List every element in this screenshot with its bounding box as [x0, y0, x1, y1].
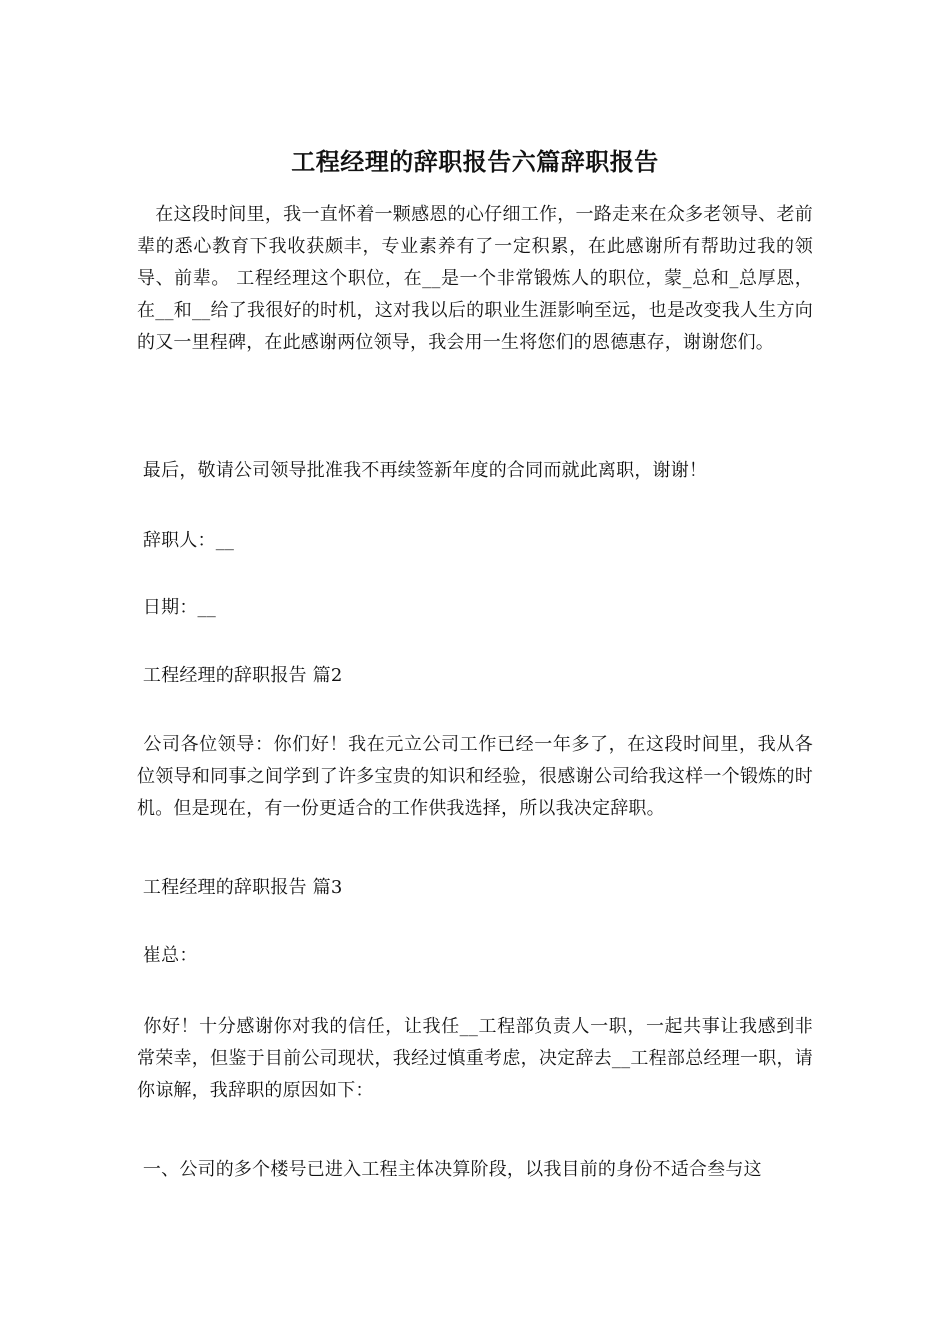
- section-heading-3: 工程经理的辞职报告 篇3: [137, 877, 343, 898]
- paragraph-gratitude: 在这段时间里，我一直怀着一颗感恩的心仔细工作，一路走来在众多老领导、老前辈的悉心教育下我收获颇丰，专业素养有了一定积累，在此感谢所有帮助过我的领导、前辈。 工程经理这个职位，在__是一个非常锻炼人的职位，蒙_总和_总厚恩，在__和__给了我很好的时机，这对我以后的职业生涯影响至远，也是改变我人生方向的又一里程碑，在此感谢两位领导，我会用一生将您们的恩德惠存，谢谢您们。: [137, 204, 813, 353]
- paragraph-reason-1: 一、公司的多个楼号已进入工程主体决算阶段，以我目前的身份不适合叁与这: [137, 1159, 762, 1180]
- section-heading-2: 工程经理的辞职报告 篇2: [137, 665, 343, 686]
- paragraph-closing-request: 最后，敬请公司领导批准我不再续签新年度的合同而就此离职，谢谢！: [137, 460, 708, 481]
- paragraph-section-2: 公司各位领导：你们好！我在元立公司工作已经一年多了，在这段时间里，我从各位领导和同事之间学到了许多宝贵的知识和经验，很感谢公司给我这样一个锻炼的时机。但是现在，有一份更适合的工作供我选择，所以我决定辞职。: [137, 734, 814, 819]
- paragraph-section-3-intro: 你好！十分感谢你对我的信任，让我任__工程部负责人一职，一起共事让我感到非常荣幸，但鉴于目前公司现状，我经过慎重考虑，决定辞去__工程部总经理一职，请你谅解，我辞职的原因如下：: [137, 1016, 814, 1101]
- resignee-line: 辞职人：__: [137, 530, 235, 551]
- document-title: 工程经理的辞职报告六篇辞职报告: [291, 147, 659, 176]
- salutation: 崔总：: [137, 945, 198, 966]
- date-line: 日期：__: [137, 597, 216, 618]
